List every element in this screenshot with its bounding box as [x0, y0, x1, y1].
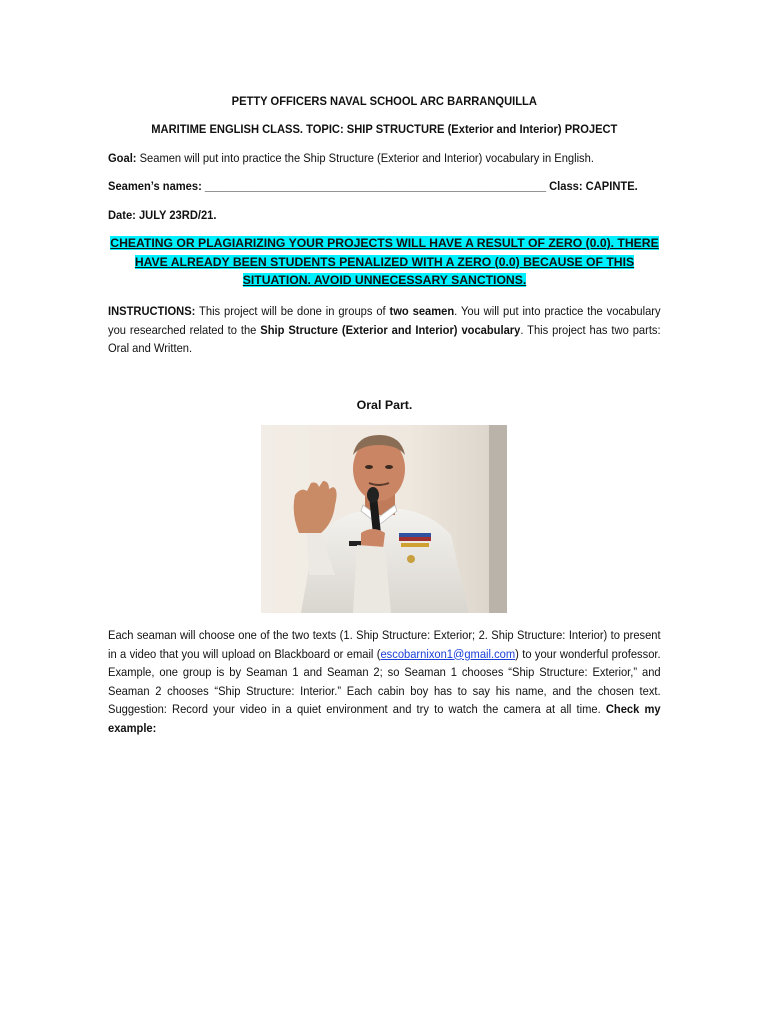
officer-photo-illustration [261, 425, 507, 613]
class-topic-title: MARITIME ENGLISH CLASS. TOPIC: SHIP STRUCTURE (Exterior and Interior) PROJECT [151, 122, 618, 136]
goal-label: Goal: [108, 151, 137, 165]
instructions-paragraph [108, 302, 661, 358]
instructions-bold-2: Ship Structure (Exterior and Interior) vocabulary [260, 322, 521, 337]
body-text-1: Each seaman will choose one of the two texts (1. Ship Structure: Exterior; 2. Ship Structure: Interior) to present in a video that you will upload on Blackboard or email ( [108, 628, 661, 661]
oral-part-instructions [108, 626, 661, 738]
date-line: Date: JULY 23RD/21. [108, 208, 217, 222]
names-label: Seamen’s names: [108, 179, 202, 193]
body-text-2: ) to your wonderful professor. Example, one group is by Seaman 1 and Seaman 2; so Seaman 1 chooses “Ship Structure: Exterior,” and Seaman 2 chooses “Ship Structure: Interior.” Each cabin boy has to say his name, and the chosen text. Suggestion: Record your video in a quiet environment and try to watch the camera at all time. [108, 646, 661, 717]
oral-part-heading: Oral Part. [356, 398, 413, 412]
instructions-text-2: . You will put into practice the vocabulary you researched related to the [108, 304, 661, 337]
instructions-label: INSTRUCTIONS: [108, 304, 196, 318]
goal-text: Seamen will put into practice the Ship Structure (Exterior and Interior) vocabulary in English. [136, 151, 594, 165]
class-label: Class: CAPINTE. [546, 179, 638, 193]
goal-line [108, 149, 606, 168]
instructions-text-1: This project will be done in groups of [195, 304, 390, 318]
seamen-names-line [108, 177, 638, 196]
warning-text: CHEATING OR PLAGIARIZING YOUR PROJECTS WILL HAVE A RESULT OF ZERO (0.0). THERE HAVE ALREADY BEEN STUDENTS PENALIZED WITH A ZERO (0.0) BECAUSE OF THIS SITUATION. AVOID UNNECESSARY SANCTIONS. [110, 236, 659, 288]
school-title: PETTY OFFICERS NAVAL SCHOOL ARC BARRANQUILLA [231, 94, 537, 108]
names-blank: _______________________________________________________ [201, 179, 547, 193]
instructions-bold-1: two seamen [389, 304, 455, 318]
email-link[interactable]: escobarnixon1@gmail.com [380, 646, 516, 661]
officer-photo [261, 425, 507, 613]
plagiarism-warning [108, 234, 661, 290]
check-example-text: Check my example: [108, 702, 661, 735]
instructions-text-3: . This project has two parts: Oral and Written. [108, 322, 661, 356]
